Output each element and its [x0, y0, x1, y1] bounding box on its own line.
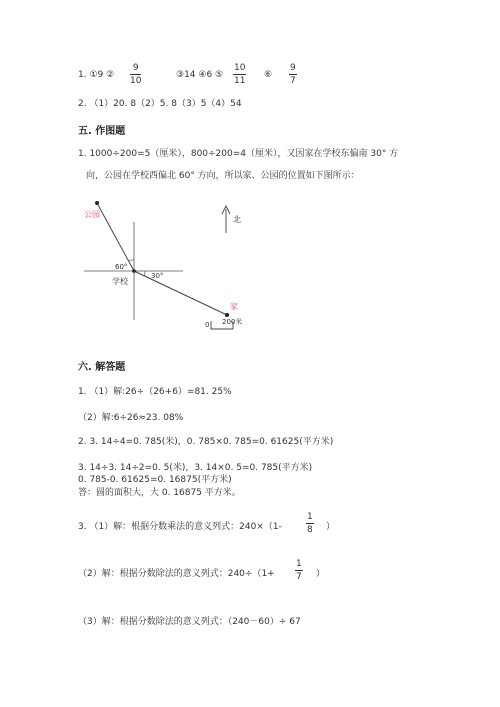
q3-part2: （2）解：根据分数除法的意义列式：240÷（1+ [78, 569, 275, 579]
angle-60-arc [128, 260, 134, 261]
fraction-numerator: 1 [307, 512, 313, 522]
q3-part1-suffix: ） [326, 522, 336, 532]
north-label: 北 [233, 215, 241, 224]
drawing-explanation-line-1: 1. 1000÷200=5（厘米），800÷200=4（厘米），又因家在学校东偏南 30° 方 [78, 149, 399, 159]
home-label: 家 [230, 302, 238, 311]
fraction-denominator: 7 [290, 76, 296, 86]
answer-1-prefix: 1. ①9 ② [78, 70, 115, 80]
fraction-1-7 [295, 559, 303, 582]
scale-label: 200米 [222, 318, 243, 326]
fraction-1-8 [306, 512, 314, 535]
angle-30-label: 30° [151, 272, 164, 280]
angle-30-arc [144, 271, 145, 276]
school-to-home-line [134, 271, 227, 315]
fraction-bar [295, 570, 303, 571]
fraction-numerator: 9 [290, 63, 296, 73]
angle-60-label: 60° [115, 263, 128, 271]
fraction-denominator: 8 [307, 525, 313, 535]
q2-line-2: 3. 14÷3. 14÷2=0. 5(米)，3. 14×0. 5=0. 785(平方米) [78, 463, 313, 473]
fraction-numerator: 1 [296, 559, 302, 569]
q3-part1: 3. （1）解：根据分数乘法的意义列式：240×（1- [78, 522, 282, 532]
school-label: 学校 [112, 277, 128, 286]
home-point [225, 313, 229, 317]
q2-answer: 答：圆的面积大，大 0. 16875 平方米。 [78, 488, 241, 498]
park-point [95, 201, 99, 205]
answer-1-mid: ③14 ④6 ⑤ [176, 70, 224, 80]
q3-part2-suffix: ） [316, 569, 326, 579]
fraction-denominator: 10 [130, 76, 142, 86]
park-label: 公园 [84, 210, 100, 219]
fraction-numerator: 9 [132, 63, 139, 73]
fraction-denominator: 7 [296, 572, 302, 582]
q1-part1: 1. （1）解:26÷（26+6）=81. 25% [78, 387, 232, 397]
fraction-bar [306, 523, 314, 524]
q2-line-3: 0. 785-0. 61625=0. 16875(平方米) [78, 475, 232, 485]
answer-1-mid2: ⑥ [264, 70, 273, 80]
scale-zero-label: 0 [205, 321, 210, 329]
fraction-numerator: 10 [234, 63, 246, 73]
q1-part2: （2）解:6÷26≈23. 08% [78, 413, 184, 423]
section-heading-drawing: 五. 作图题 [78, 126, 126, 137]
q3-part3: （3）解：根据分数除法的意义列式：（240－60）÷ 67 [78, 617, 301, 627]
drawing-explanation-line-2: 向，公园在学校西偏北 60° 方向，所以家、公园的位置如下图所示： [86, 171, 360, 181]
section-heading-answers: 六. 解答题 [78, 362, 126, 373]
fraction-denominator: 11 [234, 76, 246, 86]
q2-line: 2. 3. 14÷4=0. 785(米)，0. 785×0. 785=0. 61625(平方米) [78, 437, 334, 447]
school-point [132, 269, 136, 273]
answer-line-2: 2. （1）20. 8（2）5. 8（3）5（4）54 [78, 99, 242, 109]
